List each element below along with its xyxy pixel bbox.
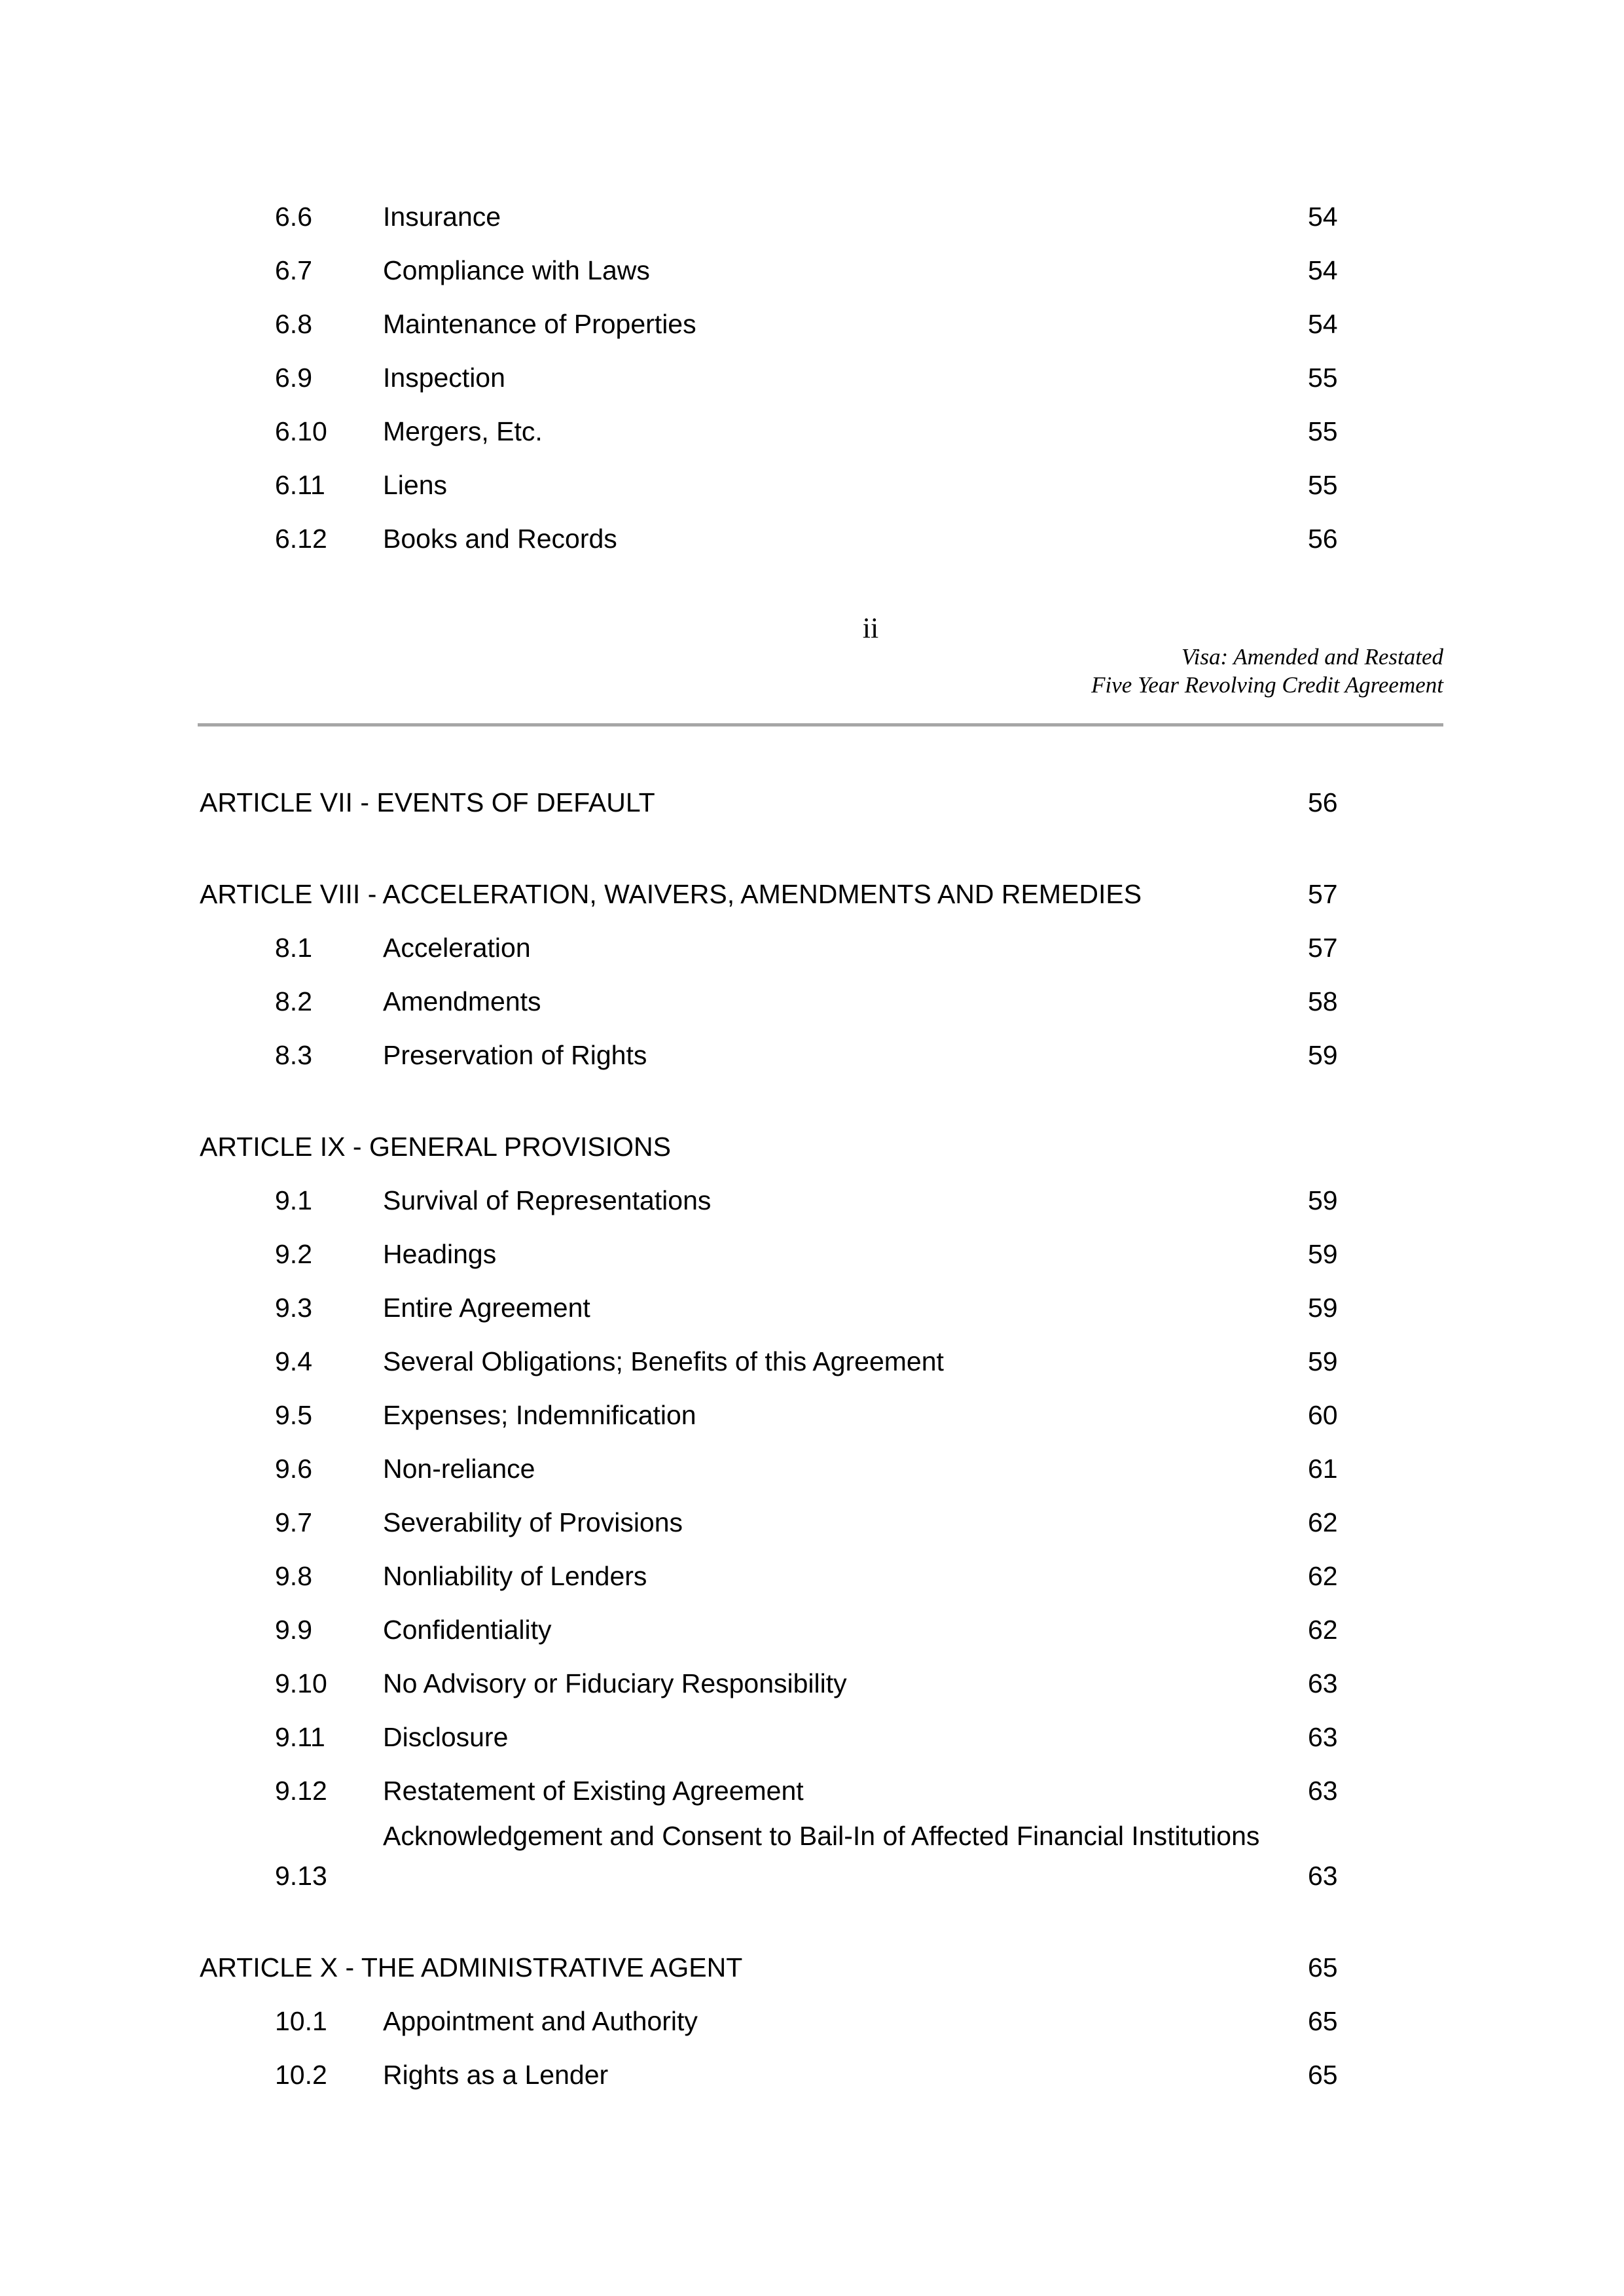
- page-break-divider: [198, 723, 1443, 726]
- toc-entry-page: 63: [1308, 1722, 1338, 1752]
- toc-entry-number: 6.7: [275, 255, 312, 285]
- toc-entry-page: 59: [1308, 1040, 1338, 1070]
- toc-entry-page: 59: [1308, 1346, 1338, 1376]
- toc-entry-page: 55: [1308, 363, 1338, 393]
- toc-entry-number: 6.6: [275, 202, 312, 232]
- toc-entry: [200, 921, 1456, 975]
- toc-entry: [200, 1496, 1456, 1549]
- toc-entry-title: Compliance with Laws: [383, 255, 650, 285]
- toc-article-heading: [200, 867, 1456, 921]
- toc-entry-title: Liens: [383, 470, 448, 500]
- toc-entry-page: 62: [1308, 1615, 1338, 1645]
- toc-article-heading: [200, 1941, 1456, 1994]
- document-title-line-2: Five Year Revolving Credit Agreement: [1091, 672, 1443, 698]
- toc-entry-number: 8.1: [275, 933, 312, 963]
- toc-entry-title: Amendments: [383, 986, 541, 1016]
- toc-entry-number: 6.8: [275, 309, 312, 339]
- toc-entry: [200, 1603, 1456, 1657]
- toc-entry-title: Survival of Representations: [383, 1185, 712, 1215]
- toc-entry-page: 59: [1308, 1185, 1338, 1215]
- toc-article-page: 56: [1308, 787, 1338, 817]
- page-number: ii: [862, 612, 879, 644]
- toc-entry: [200, 1028, 1456, 1082]
- toc-entry-title: Nonliability of Lenders: [383, 1561, 647, 1591]
- toc-entry-number: 9.11: [275, 1722, 325, 1752]
- toc-entry-number: 6.9: [275, 363, 312, 393]
- toc-section-articles: [200, 776, 1456, 2102]
- toc-entry-page: 61: [1308, 1454, 1338, 1484]
- toc-entry: [200, 458, 1456, 512]
- toc-entry-number: 10.2: [275, 2060, 327, 2090]
- toc-entry-page: 65: [1308, 2060, 1338, 2090]
- toc-entry-page: 57: [1308, 933, 1338, 963]
- toc-entry-title: Several Obligations; Benefits of this Agreement: [383, 1346, 944, 1376]
- toc-entry: [200, 243, 1456, 297]
- toc-article-heading: [200, 776, 1456, 829]
- toc-entry-number: 6.11: [275, 470, 325, 500]
- toc-entry: [200, 1549, 1456, 1603]
- toc-entry-title: Insurance: [383, 202, 501, 232]
- toc-entry-page: 54: [1308, 255, 1338, 285]
- toc-entry-title: Mergers, Etc.: [383, 416, 543, 446]
- toc-entry-page: 54: [1308, 309, 1338, 339]
- page-footer: [200, 609, 1443, 740]
- toc-entry: [200, 1818, 1456, 1903]
- toc-entry-number: 9.1: [275, 1185, 312, 1215]
- toc-entry-title: Restatement of Existing Agreement: [383, 1776, 804, 1806]
- toc-article-title: ARTICLE VIII - ACCELERATION, WAIVERS, AMENDMENTS AND REMEDIES: [200, 879, 1142, 909]
- toc-article-page: 65: [1308, 1952, 1338, 1982]
- toc-entry-number: 9.9: [275, 1615, 312, 1645]
- toc-entry-page: 54: [1308, 202, 1338, 232]
- toc-entry-title: Acceleration: [383, 933, 531, 963]
- toc-entry-number: 9.10: [275, 1668, 327, 1698]
- document-title-line-1: Visa: Amended and Restated: [1181, 644, 1443, 670]
- toc-section-article-6-continued: [200, 190, 1456, 565]
- toc-entry-number: 6.10: [275, 416, 327, 446]
- toc-entry-title: Acknowledgement and Consent to Bail-In of Affected Financial Institutions: [383, 1821, 1260, 1851]
- toc-entry-number: 8.2: [275, 986, 312, 1016]
- toc-entry-title: Maintenance of Properties: [383, 309, 696, 339]
- toc-entry: [200, 297, 1456, 351]
- toc-entry: [200, 351, 1456, 404]
- toc-entry-number: 9.3: [275, 1293, 312, 1323]
- toc-entry-page: 59: [1308, 1293, 1338, 1323]
- toc-entry: [200, 975, 1456, 1028]
- toc-entry-number: 9.8: [275, 1561, 312, 1591]
- toc-entry: [200, 1657, 1456, 1710]
- toc-entry-number: 9.7: [275, 1507, 312, 1537]
- toc-entry-page: 58: [1308, 986, 1338, 1016]
- toc-entry-title: Inspection: [383, 363, 505, 393]
- toc-article-title: ARTICLE X - THE ADMINISTRATIVE AGENT: [200, 1952, 743, 1982]
- toc-entry-page: 63: [1308, 1861, 1338, 1891]
- toc-entry: [200, 1994, 1456, 2048]
- toc-entry-title: Severability of Provisions: [383, 1507, 683, 1537]
- toc-entry: [200, 512, 1456, 565]
- toc-entry-title: Non-reliance: [383, 1454, 535, 1484]
- toc-article-page: 57: [1308, 879, 1338, 909]
- toc-entry-title: Headings: [383, 1239, 497, 1269]
- toc-entry-page: 62: [1308, 1561, 1338, 1591]
- toc-entry: [200, 1174, 1456, 1227]
- toc-entry-page: 60: [1308, 1400, 1338, 1430]
- toc-entry-page: 55: [1308, 416, 1338, 446]
- document-title-footer: [1091, 643, 1443, 699]
- toc-entry-number: 9.12: [275, 1776, 327, 1806]
- toc-entry: [200, 1335, 1456, 1388]
- toc-entry-page: 65: [1308, 2006, 1338, 2036]
- toc-entry-title: Books and Records: [383, 524, 617, 554]
- toc-entry: [200, 1710, 1456, 1764]
- toc-entry-number: 9.6: [275, 1454, 312, 1484]
- toc-entry-page: 62: [1308, 1507, 1338, 1537]
- toc-entry-title: No Advisory or Fiduciary Responsibility: [383, 1668, 847, 1698]
- toc-entry-title: Preservation of Rights: [383, 1040, 647, 1070]
- toc-entry-number: 9.2: [275, 1239, 312, 1269]
- toc-entry-number: 9.5: [275, 1400, 312, 1430]
- toc-entry-title: Appointment and Authority: [383, 2006, 698, 2036]
- toc-entry-title: Confidentiality: [383, 1615, 552, 1645]
- toc-entry-page: 55: [1308, 470, 1338, 500]
- toc-entry: [200, 1281, 1456, 1335]
- toc-entry-page: 59: [1308, 1239, 1338, 1269]
- toc-entry: [200, 1227, 1456, 1281]
- toc-entry: [200, 1388, 1456, 1442]
- toc-entry: [200, 190, 1456, 243]
- toc-entry-page: 63: [1308, 1668, 1338, 1698]
- toc-article-heading: [200, 1120, 1456, 1174]
- toc-entry-page: 63: [1308, 1776, 1338, 1806]
- toc-entry-title: Expenses; Indemnification: [383, 1400, 696, 1430]
- toc-entry: [200, 1442, 1456, 1496]
- toc-entry: [200, 2048, 1456, 2102]
- toc-entry-title: Disclosure: [383, 1722, 509, 1752]
- toc-entry-title: Entire Agreement: [383, 1293, 590, 1323]
- toc-entry-number: 8.3: [275, 1040, 312, 1070]
- toc-entry: [200, 404, 1456, 458]
- toc-article-title: ARTICLE IX - GENERAL PROVISIONS: [200, 1132, 671, 1162]
- toc-entry: [200, 1764, 1456, 1818]
- toc-entry-number: 9.13: [275, 1861, 327, 1891]
- toc-entry-number: 9.4: [275, 1346, 312, 1376]
- toc-entry-page: 56: [1308, 524, 1338, 554]
- toc-entry-number: 10.1: [275, 2006, 327, 2036]
- toc-article-title: ARTICLE VII - EVENTS OF DEFAULT: [200, 787, 655, 817]
- toc-entry-number: 6.12: [275, 524, 327, 554]
- toc-entry-title: Rights as a Lender: [383, 2060, 609, 2090]
